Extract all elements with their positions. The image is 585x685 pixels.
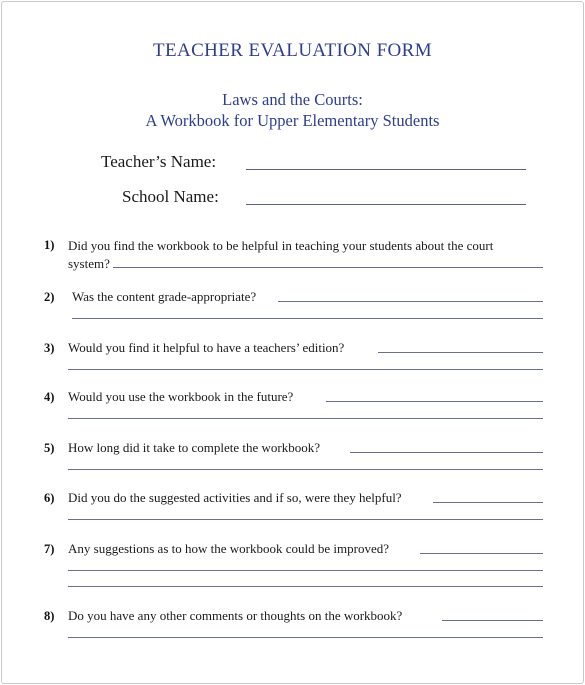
question-7-text: Any suggestions as to how the workbook could be improved? <box>68 541 389 556</box>
question-7-answer-line-3[interactable] <box>68 586 543 587</box>
question-5-answer-line-2[interactable] <box>68 469 543 470</box>
question-3-answer-line[interactable] <box>378 352 543 353</box>
question-2-answer-line[interactable] <box>278 301 543 302</box>
question-8-answer-line[interactable] <box>442 620 543 621</box>
question-2-text: Was the content grade-appropriate? <box>72 289 257 304</box>
question-5-text: How long did it take to complete the workbook? <box>68 440 321 455</box>
question-8-answer-line-2[interactable] <box>68 637 543 638</box>
question-number: 2) <box>44 290 55 304</box>
question-6-answer-line-2[interactable] <box>68 519 543 520</box>
question-1-text: Did you find the workbook to be helpful in teaching your students about the court <box>68 238 494 253</box>
question-number: 4) <box>44 390 55 404</box>
question-7-answer-line[interactable] <box>420 553 543 554</box>
question-number: 5) <box>44 441 55 455</box>
question-number: 6) <box>44 491 55 505</box>
question-number: 8) <box>44 609 55 623</box>
question-2-answer-line-2[interactable] <box>72 318 543 319</box>
school-name-label: School Name: <box>122 187 219 206</box>
question-6-answer-line[interactable] <box>433 502 543 503</box>
question-number: 1) <box>44 238 55 252</box>
question-5-answer-line[interactable] <box>350 452 543 453</box>
question-3-answer-line-2[interactable] <box>68 369 543 370</box>
question-3-text: Would you find it helpful to have a teachers’ edition? <box>68 340 345 355</box>
question-number: 7) <box>44 542 55 556</box>
question-4-text: Would you use the workbook in the future? <box>68 389 294 404</box>
question-8-text: Do you have any other comments or thoughts on the workbook? <box>68 608 403 623</box>
question-7-answer-line-2[interactable] <box>68 570 543 571</box>
teacher-name-label: Teacher’s Name: <box>101 152 217 171</box>
question-4-answer-line-2[interactable] <box>68 418 543 419</box>
question-4-answer-line[interactable] <box>326 401 543 402</box>
form-title: TEACHER EVALUATION FORM <box>152 40 433 61</box>
teacher-name-field[interactable] <box>246 169 526 170</box>
form-subtitle-line-1: Laws and the Courts: <box>222 90 363 109</box>
question-1-answer-line[interactable] <box>113 267 543 268</box>
school-name-field[interactable] <box>246 204 526 205</box>
form-subtitle-line-2: A Workbook for Upper Elementary Students <box>145 111 440 130</box>
question-1-text-cont: system? <box>68 256 110 271</box>
question-number: 3) <box>44 341 55 355</box>
question-6-text: Did you do the suggested activities and if so, were they helpful? <box>68 490 402 505</box>
